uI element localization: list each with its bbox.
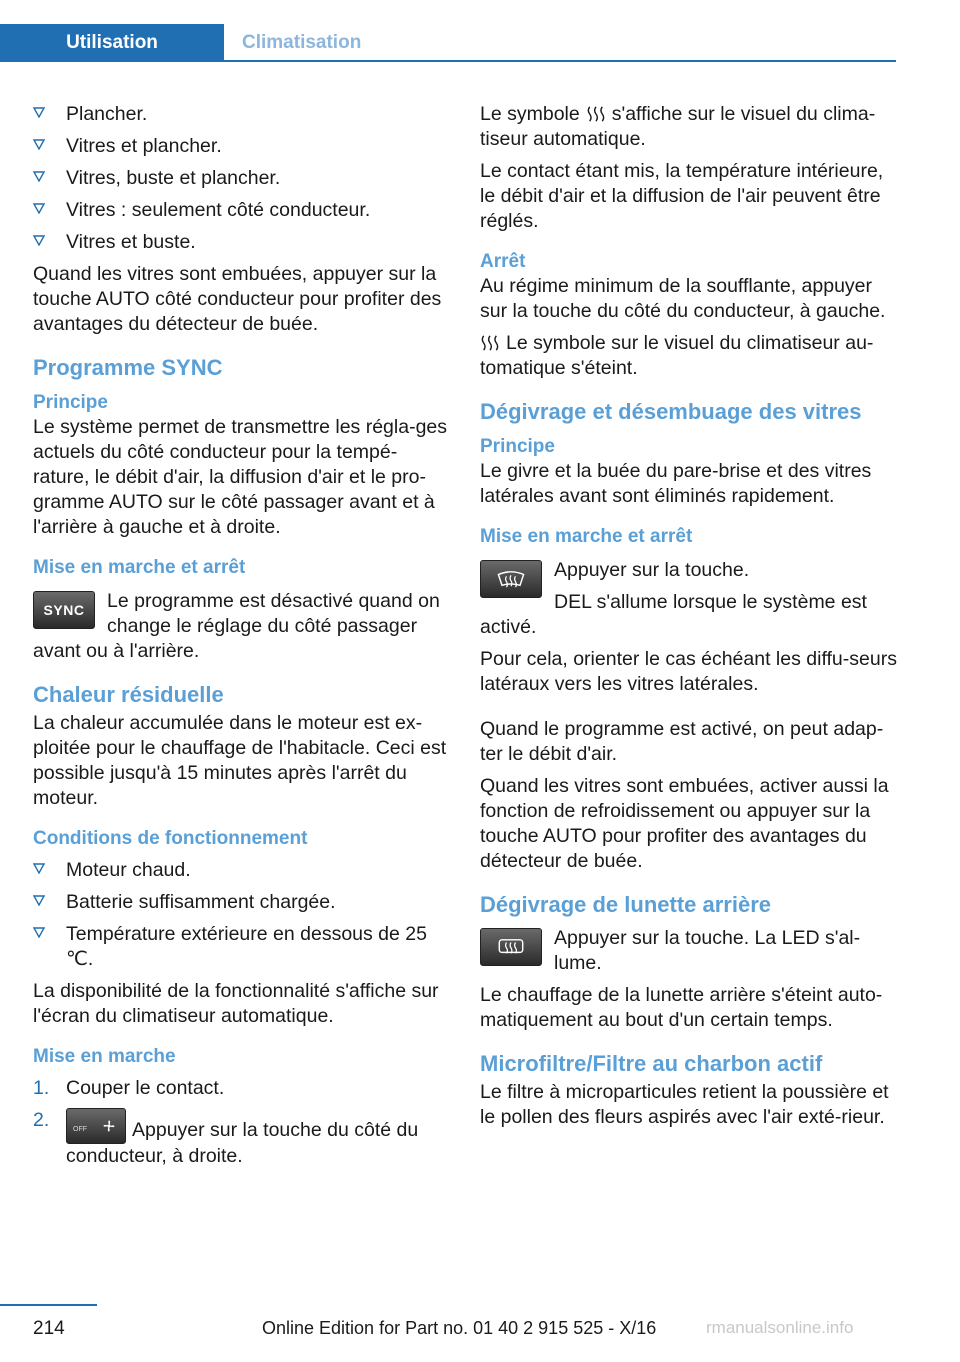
- section-title-sync: Programme SYNC: [33, 355, 223, 380]
- right-column: [480, 102, 898, 1137]
- list-item: Vitres et buste.: [33, 230, 451, 255]
- fan-icon: [101, 1118, 117, 1134]
- tab-climatisation[interactable]: Climatisation: [242, 31, 362, 53]
- list-item: Vitres, buste et plancher.: [33, 166, 451, 191]
- windshield-defrost-icon: [493, 567, 529, 591]
- paragraph: Le contact étant mis, la température intérieure, le débit d'air et la diffusion de l'air peuvent être réglés.: [480, 160, 884, 232]
- triangle-bullet-icon: [33, 862, 45, 874]
- list-item: Moteur chaud.: [33, 858, 451, 883]
- subsection-title: Conditions de fonctionnement: [33, 828, 308, 849]
- triangle-bullet-icon: [33, 234, 45, 246]
- subsection-title: Mise en marche: [33, 1046, 176, 1067]
- sync-instruction: SYNC Le programme est désactivé quand on change le réglage du côté passager avant ou à l'arrière.: [33, 590, 440, 662]
- paragraph: Le filtre à microparticules retient la poussière et le pollen des fleurs aspirés avec l'air exté-rieur.: [480, 1081, 889, 1128]
- left-column: [33, 102, 451, 1176]
- list-item: Température extérieure en dessous de 25 ℃.: [33, 922, 451, 972]
- list-item: Vitres et plancher.: [33, 134, 451, 159]
- residual-heat-symbol-icon: [480, 334, 500, 352]
- page-header: [0, 0, 896, 62]
- paragraph: Le symbole sur le visuel du climatiseur au-tomatique s'éteint.: [480, 332, 874, 379]
- paragraph: Le givre et la buée du pare-brise et des vitres latérales avant sont éliminés rapidement.: [480, 460, 872, 507]
- conditions-list: [33, 858, 451, 972]
- steps-list: [33, 1076, 451, 1169]
- page-number: 214: [33, 1318, 65, 1339]
- subsection-title: Mise en marche et arrêt: [33, 557, 246, 578]
- paragraph: Quand le programme est activé, on peut adap-ter le débit d'air.: [480, 718, 884, 765]
- list-item: Vitres : seulement côté conducteur.: [33, 198, 451, 223]
- paragraph: Au régime minimum de la soufflante, appuyer sur la touche du côté du conducteur, à gauche.: [480, 275, 886, 322]
- step-item: 1. Couper le contact.: [33, 1077, 225, 1099]
- list-item: Plancher.: [33, 102, 451, 127]
- paragraph: Quand les vitres sont embuées, activer aussi la fonction de refroidissement ou appuyer sur la touche AUTO pour profiter des avantages du détecteur de buée.: [480, 775, 889, 872]
- subsection-title: Mise en marche et arrêt: [480, 526, 693, 547]
- list-item: Batterie suffisamment chargée.: [33, 890, 451, 915]
- rear-defrost-instruction: Appuyer sur la touche. La LED s'al-lume.: [480, 926, 898, 976]
- paragraph: La chaleur accumulée dans le moteur est ex-ploitée pour le chauffage de l'habitacle. Ceci est possible jusqu'à 15 minutes après l'arrêt du moteur.: [33, 712, 447, 809]
- paragraph: Le chauffage de la lunette arrière s'éteint auto-matiquement au bout d'un certain temps.: [480, 984, 883, 1031]
- tab-utilisation[interactable]: Utilisation: [0, 24, 224, 61]
- section-title-degivrage: Dégivrage et désembuage des vitres: [480, 399, 862, 424]
- section-title-chaleur: Chaleur résiduelle: [33, 682, 224, 707]
- paragraph: Quand les vitres sont embuées, appuyer sur la touche AUTO côté conducteur pour profiter des avantages du détecteur de buée.: [33, 263, 442, 335]
- triangle-bullet-icon: [33, 170, 45, 182]
- paragraph: Pour cela, orienter le cas échéant les diffu-seurs latéraux vers les vitres latérales.: [480, 648, 897, 695]
- paragraph: Le système permet de transmettre les régla-ges actuels du côté conducteur pour la tempé-rature, le débit d'air, la diffusion d'air et le pro-gramme AUTO sur le côté passager avant et à l'arrière à gauche et à droite.: [33, 416, 448, 538]
- subsection-title: Principe: [480, 436, 555, 457]
- windshield-defrost-button-icon: [480, 560, 542, 598]
- header-divider: [0, 60, 896, 62]
- sync-button-icon: SYNC: [33, 591, 95, 629]
- triangle-bullet-icon: [33, 106, 45, 118]
- defrost-instruction: Appuyer sur la touche. DEL s'allume lorsque le système est activé.: [480, 559, 867, 638]
- subsection-title: Arrêt: [480, 251, 526, 272]
- watermark: rmanualsonline.info: [706, 1318, 854, 1337]
- air-distribution-list: [33, 102, 451, 255]
- section-title-lunette: Dégivrage de lunette arrière: [480, 892, 772, 917]
- residual-heat-button-icon: OFF: [66, 1108, 126, 1144]
- paragraph: Le symbole s'affiche sur le visuel du clima-tiseur automatique.: [480, 103, 876, 150]
- section-title-filtre: Microfiltre/Filtre au charbon actif: [480, 1051, 823, 1076]
- paragraph: La disponibilité de la fonctionnalité s'affiche sur l'écran du climatiseur automatique.: [33, 980, 439, 1027]
- triangle-bullet-icon: [33, 138, 45, 150]
- subsection-title: Principe: [33, 392, 108, 413]
- footer-divider: [0, 1304, 97, 1306]
- rear-window-defrost-icon: [493, 935, 529, 959]
- edition-note: Online Edition for Part no. 01 40 2 915 525 - X/16: [262, 1318, 657, 1338]
- step-item: 2. OFF Appuyer sur la touche du côté du conducteur, à droite.: [33, 1109, 419, 1167]
- triangle-bullet-icon: [33, 926, 45, 938]
- triangle-bullet-icon: [33, 894, 45, 906]
- rear-window-defrost-button-icon: [480, 928, 542, 966]
- residual-heat-symbol-icon: [586, 105, 606, 123]
- triangle-bullet-icon: [33, 202, 45, 214]
